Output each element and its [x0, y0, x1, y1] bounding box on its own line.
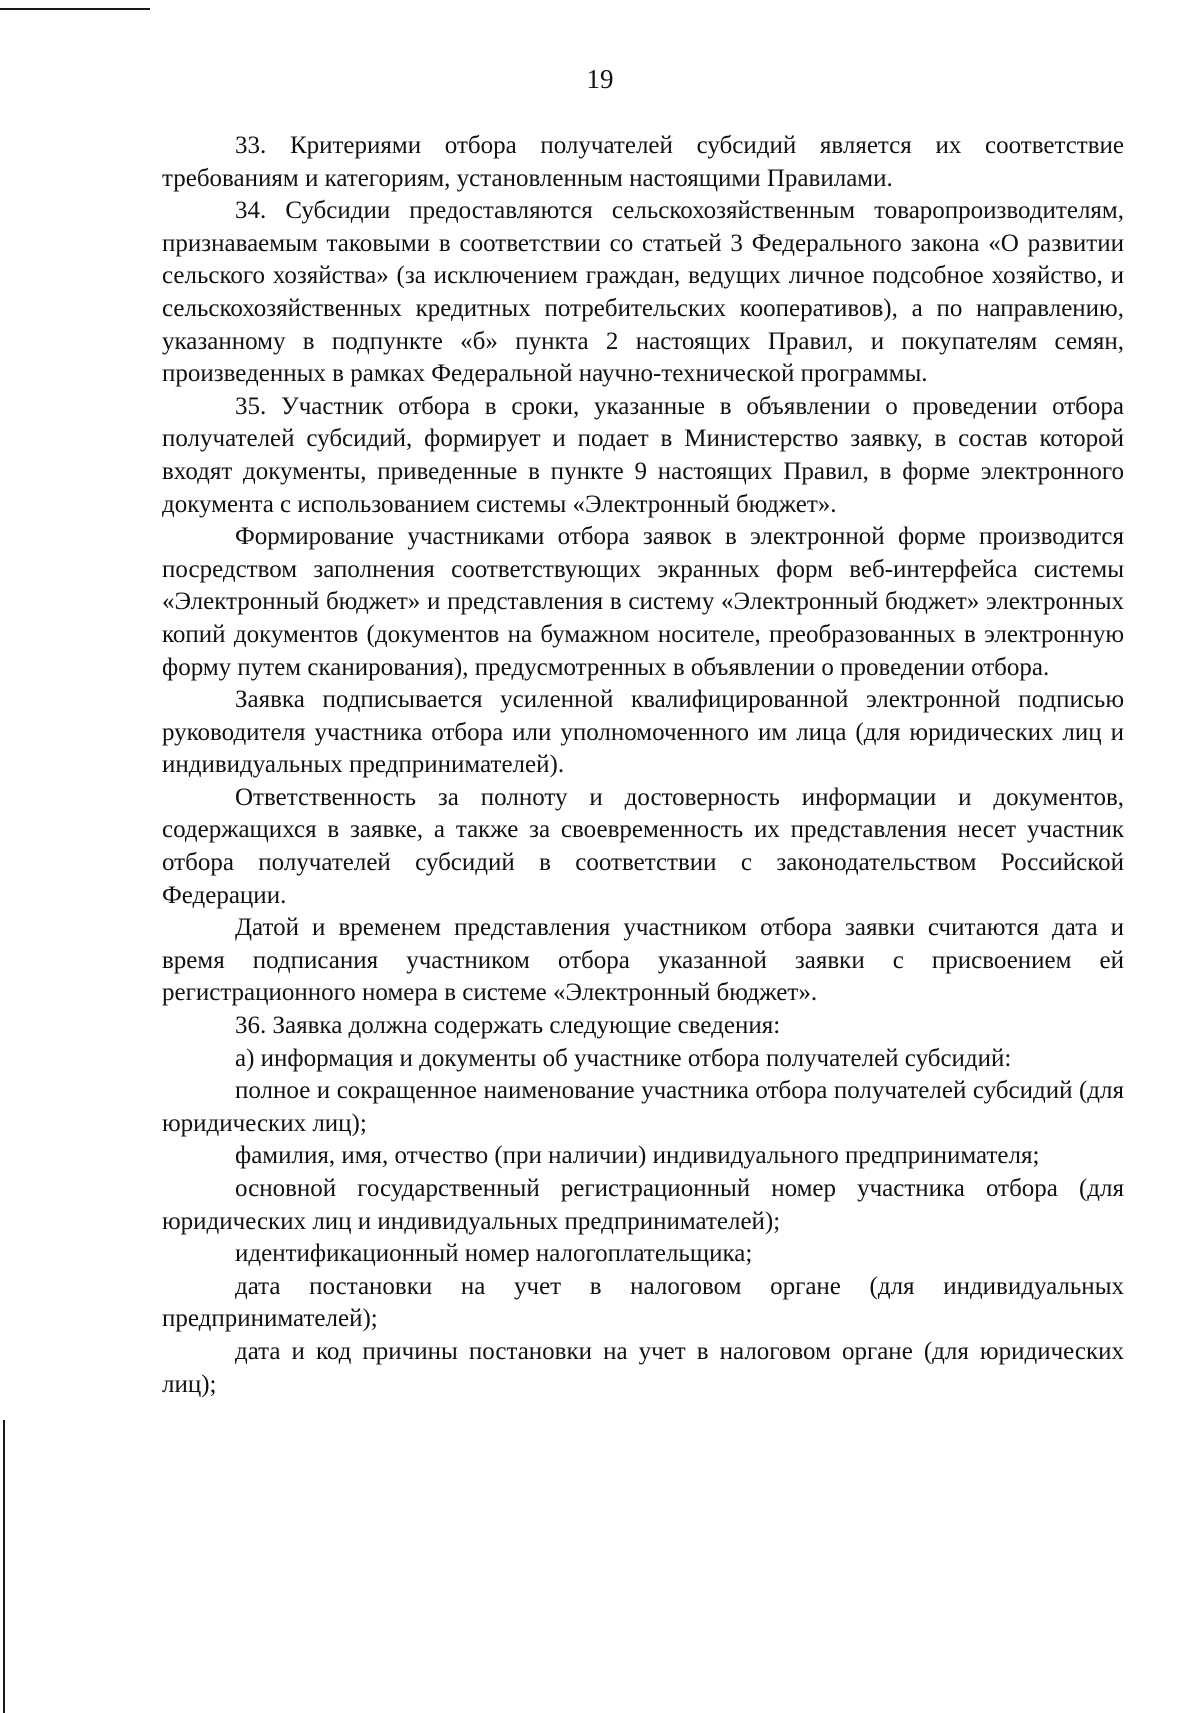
list-item: дата и код причины постановки на учет в налоговом органе (для юридических лиц);: [162, 1337, 1124, 1398]
paragraph-33: 33. Критериями отбора получателей субсидий является их соответствие требованиям и категориям, установленным настоящими Правилами.: [162, 132, 1124, 192]
paragraph-35: 35. Участник отбора в сроки, указанные в объявлении о проведении отбора получателей субсидий, формирует и подает в Министерство заявку, в состав которой входят документы, приведенные в пункте 9 настоящих Правил, в форме электронного документа с использованием системы «Электронный бюджет».: [162, 392, 1124, 518]
list-item: полное и сокращенное наименование участника отбора получателей субсидий (для юридических лиц);: [162, 1077, 1124, 1137]
list-item-a: а) информация и документы об участнике отбора получателей субсидий:: [235, 1044, 1012, 1072]
paragraph-responsibility: Ответственность за полноту и достоверность информации и документов, содержащихся в заявке, а также за своевременность их представления несет участник отбора получателей субсидий в соответствии с законодательством Российской Федерации.: [162, 783, 1124, 909]
scan-edge-mark: [3, 1420, 5, 1713]
list-item: идентификационный номер налогоплательщика;: [235, 1240, 753, 1268]
paragraph-electronic-form: Формирование участниками отбора заявок в электронной форме производится посредством заполнения соответствующих экранных форм веб-интерфейса системы «Электронный бюджет» и представления в систему «Электронный бюджет» электронных копий документов (документов на бумажном носителе, преобразованных в электронную форму путем сканирования), предусмотренных в объявлении о проведении отбора.: [162, 523, 1124, 681]
scan-edge-mark: [0, 8, 150, 10]
list-item: дата постановки на учет в налоговом органе (для индивидуальных предпринимателей);: [162, 1272, 1124, 1333]
paragraph-36: 36. Заявка должна содержать следующие сведения:: [235, 1012, 781, 1040]
paragraph-submission-date: Датой и временем представления участником отбора заявки считаются дата и время подписания участником отбора указанной заявки с присвоением ей регистрационного номера в системе «Электронный бюджет».: [162, 914, 1124, 1007]
list-item: основной государственный регистрационный номер участника отбора (для юридических лиц и индивидуальных предпринимателей);: [162, 1175, 1124, 1235]
list-item: фамилия, имя, отчество (при наличии) индивидуального предпринимателя;: [235, 1142, 1040, 1170]
paragraph-signature: Заявка подписывается усиленной квалифицированной электронной подписью руководителя участника отбора или уполномоченного им лица (для юридических лиц и индивидуальных предпринимателей).: [162, 686, 1124, 779]
paragraph-34: 34. Субсидии предоставляются сельскохозяйственным товаропроизводителям, признаваемым таковыми в соответствии со статьей 3 Федерального закона «О развитии сельского хозяйства» (за исключением граждан, ведущих личное подсобное хозяйство, и сельскохозяйственных кредитных потребительских кооперативов), а по направлению, указанному в подпункте «б» пункта 2 настоящих Правил, и покупателям семян, произведенных в рамках Федеральной научно-технической программы.: [162, 197, 1124, 388]
page-number: 19: [586, 64, 614, 94]
document-body: [162, 130, 1124, 1401]
